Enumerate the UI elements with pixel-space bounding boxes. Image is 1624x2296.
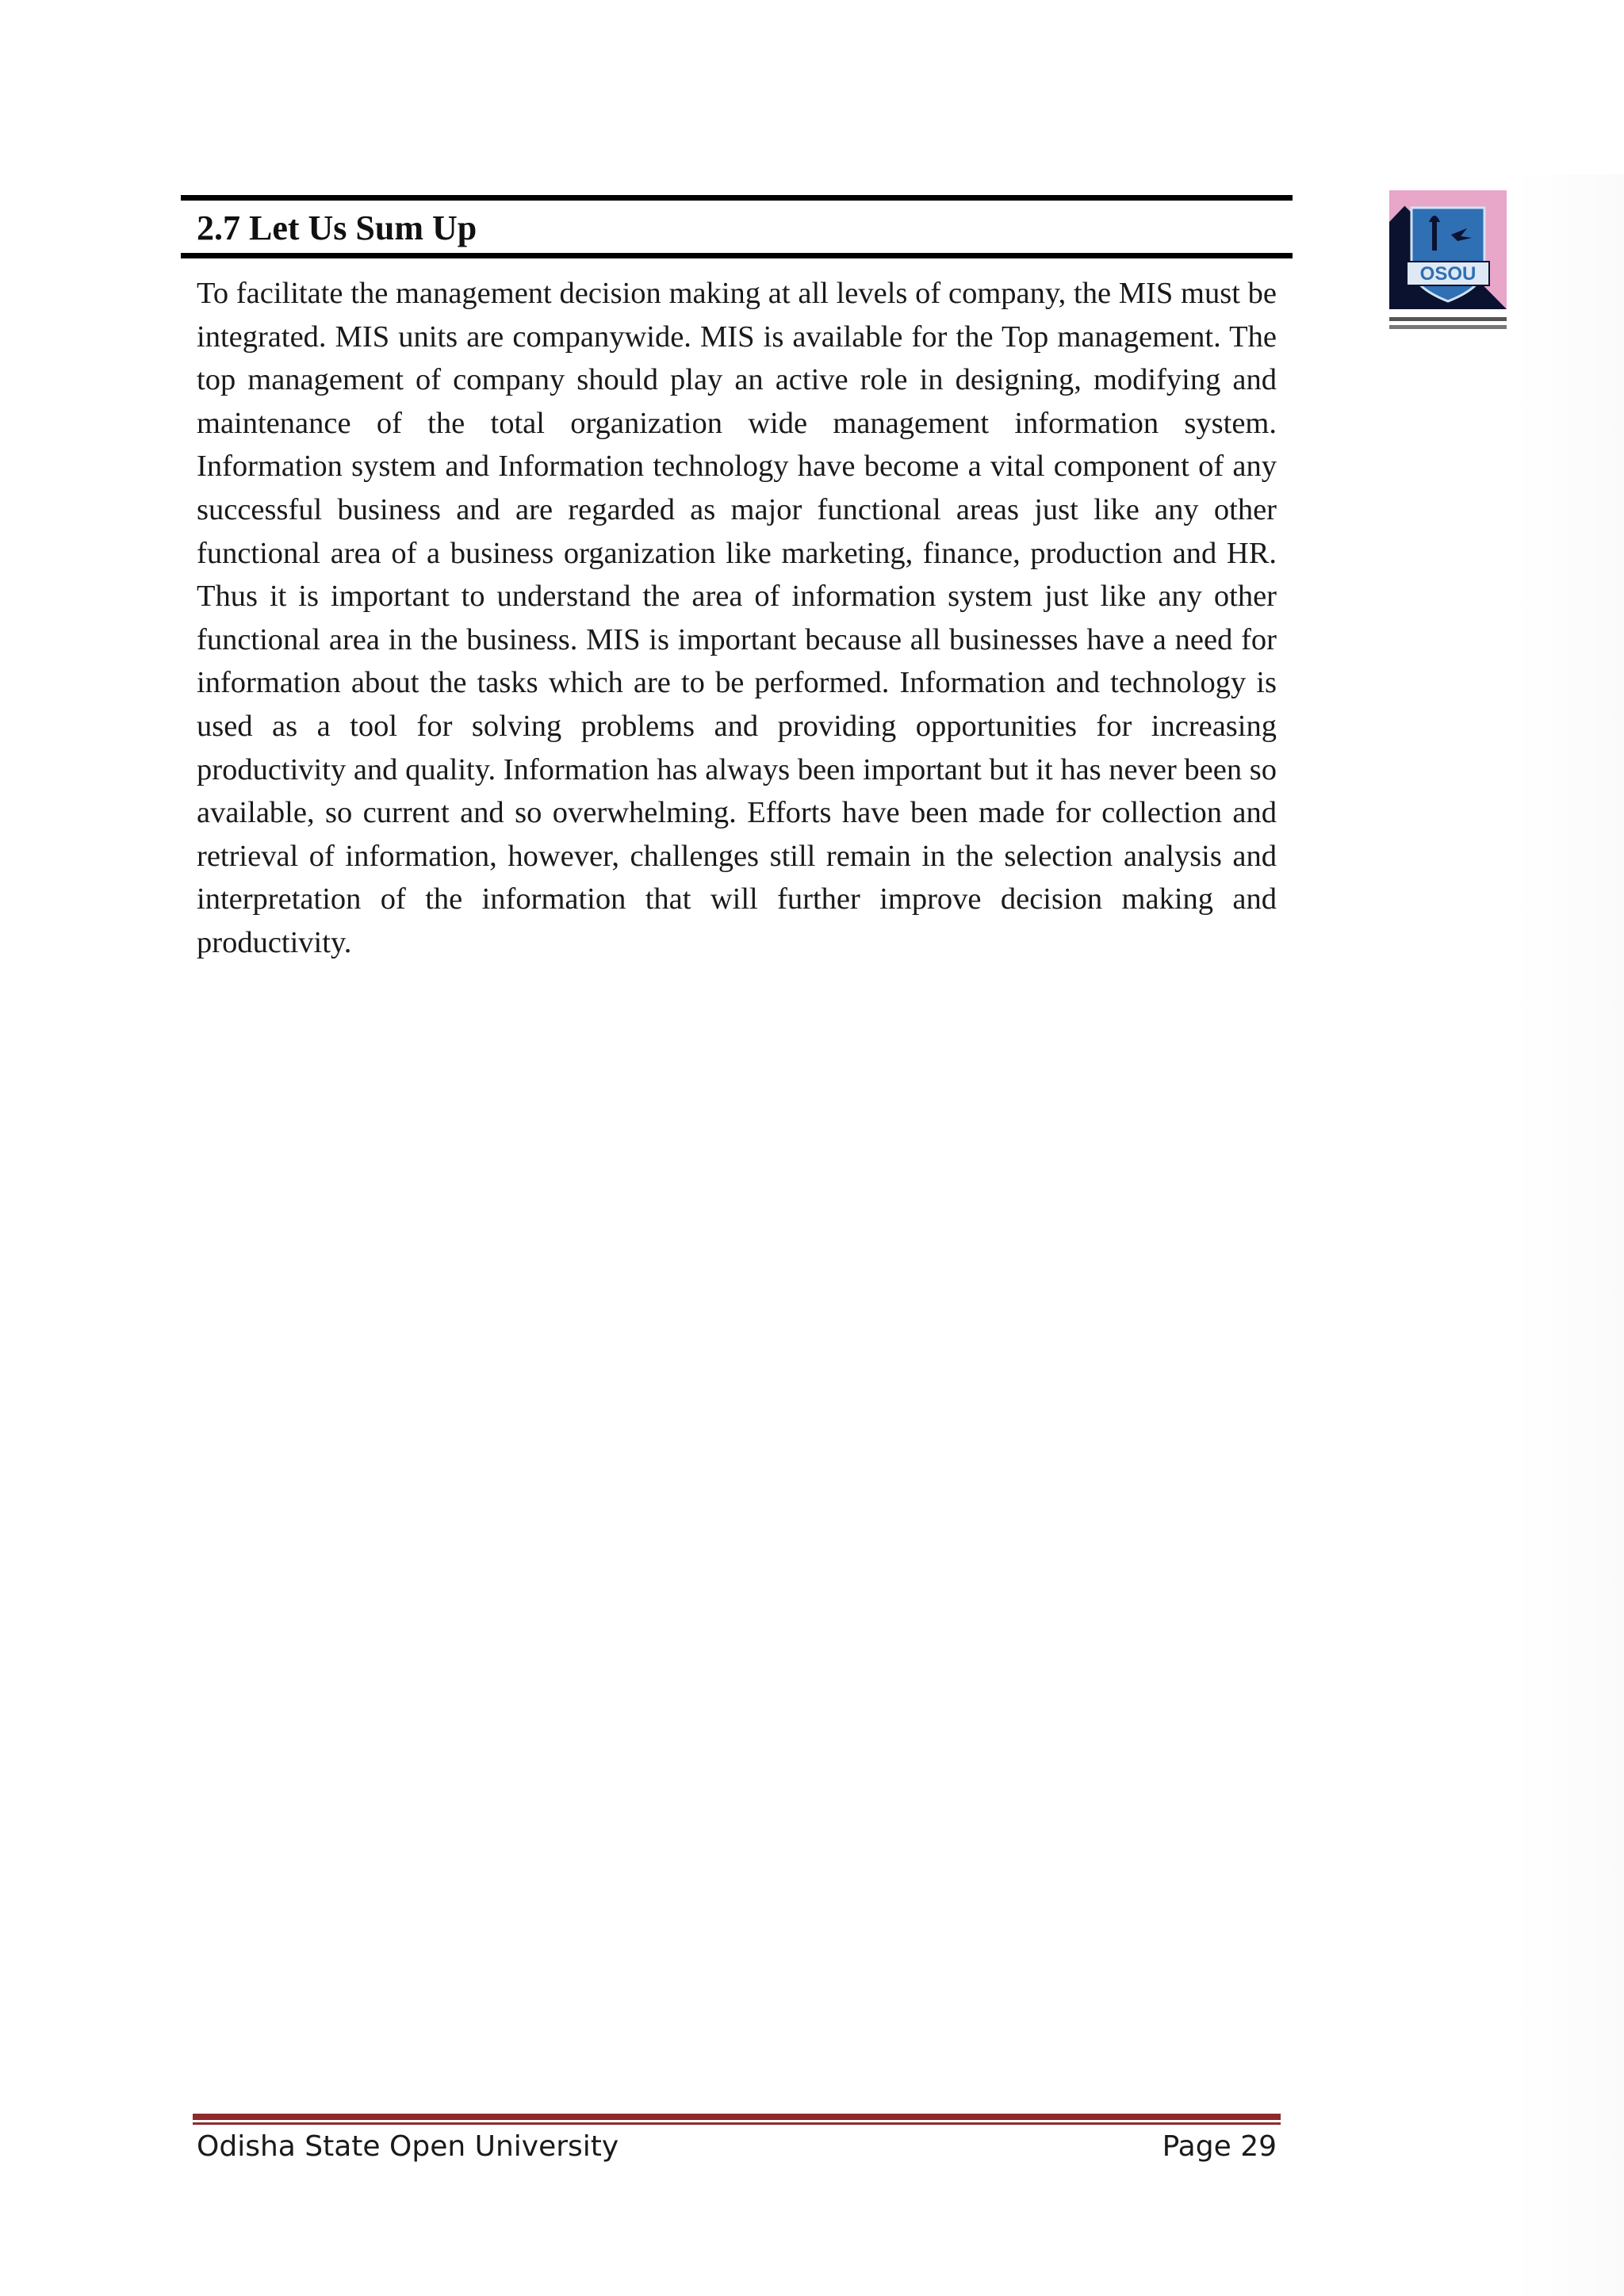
footer-page-number: Page 29 <box>1162 2130 1277 2163</box>
section-title: 2.7 Let Us Sum Up <box>197 209 477 247</box>
footer-rule <box>193 2114 1281 2125</box>
section-header <box>181 195 1293 258</box>
university-logo-icon <box>1388 190 1508 338</box>
footer-university-name: Odisha State Open University <box>197 2130 619 2163</box>
body-paragraph: To facilitate the management decision making at all levels of company, the MIS must be integrated. MIS units are companywide. MIS is available for the Top management. The top management of company should play an active role in designing, modifying and maintenance of the total organization wide management information system. Information system and Information technology have become a vital component of any successful business and are regarded as major functional areas just like any other functional area of a business organization like marketing, finance, production and HR. Thus it is important to understand the area of information system just like any other functional area in the business. MIS is important because all businesses have a need for information about the tasks which are to be performed. Information and technology is used as a tool for solving problems and providing opportunities for increasing productivity and quality. Information has always been important but it has never been so available, so current and so overwhelming. Efforts have been made for collection and retrieval of information, however, challenges still remain in the selection analysis and interpretation of the information that will further improve decision making and productivity. <box>197 277 1277 959</box>
logo-text: OSOU <box>1419 263 1477 285</box>
page-edge-shade <box>1515 174 1624 2296</box>
